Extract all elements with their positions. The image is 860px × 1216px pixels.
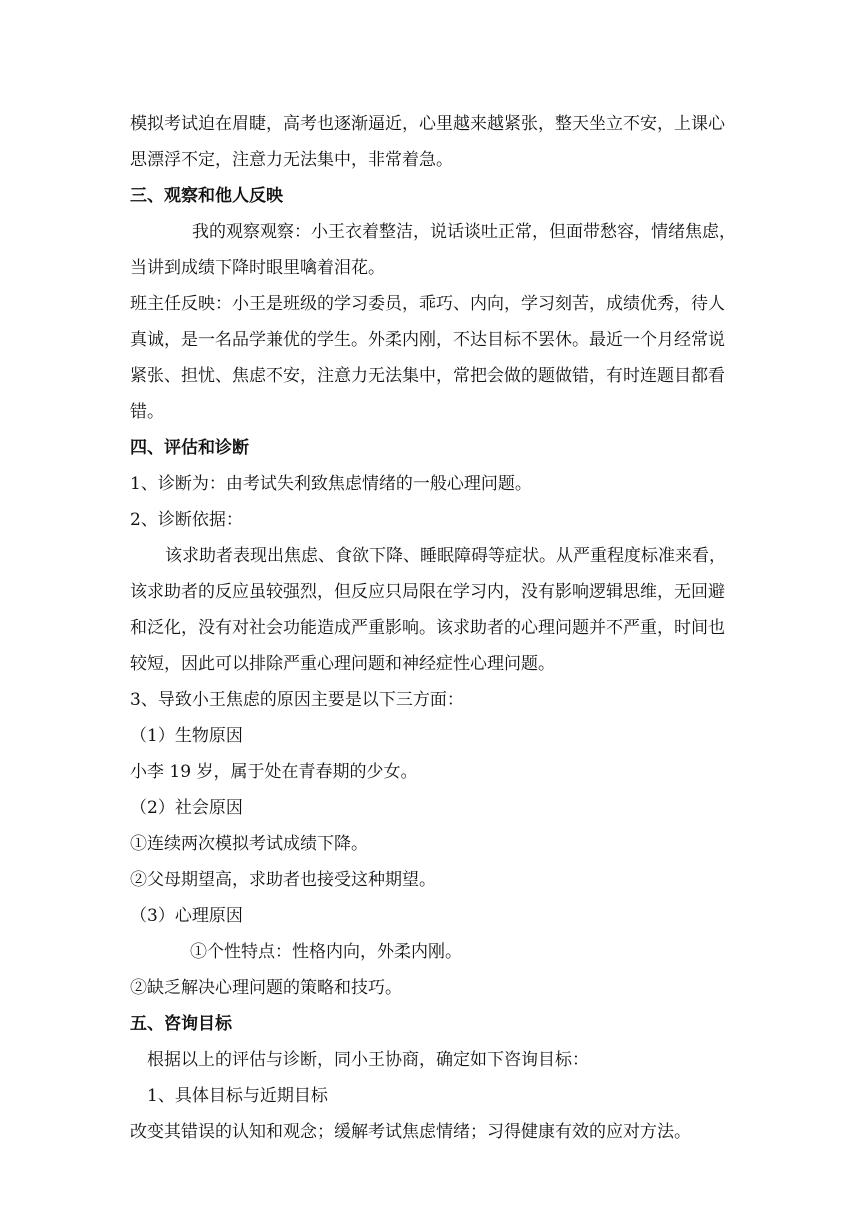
list-item: ②缺乏解决心理问题的策略和技巧。 [130, 978, 402, 998]
section-heading-4: 四、评估和诊断 [130, 438, 249, 458]
paragraph-line: 思漂浮不定，注意力无法集中，非常着急。 [130, 150, 453, 170]
paragraph-line: 较短，因此可以排除严重心理问题和神经症性心理问题。 [130, 654, 555, 674]
list-heading: （2）社会原因 [130, 798, 243, 818]
paragraph-line: 改变其错误的认知和观念；缓解考试焦虑情绪；习得健康有效的应对方法。 [130, 1122, 691, 1142]
paragraph-line: 班主任反映：小王是班级的学习委员，乖巧、内向，学习刻苦，成绩优秀，待人 [130, 294, 725, 314]
paragraph-line: 根据以上的评估与诊断，同小王协商，确定如下咨询目标： [147, 1050, 589, 1070]
paragraph-line: 真诚，是一名品学兼优的学生。外柔内刚，不达目标不罢休。最近一个月经常说 [130, 330, 725, 350]
list-item: ①个性特点：性格内向，外柔内刚。 [190, 942, 462, 962]
paragraph-line: 错。 [130, 402, 164, 422]
paragraph-line: 和泛化，没有对社会功能造成严重影响。该求助者的心理问题并不严重，时间也 [130, 618, 725, 638]
list-item: ①连续两次模拟考试成绩下降。 [130, 834, 368, 854]
section-heading-3: 三、观察和他人反映 [130, 186, 283, 206]
paragraph-line: 1、诊断为：由考试失利致焦虑情绪的一般心理问题。 [130, 474, 532, 494]
paragraph-line: 紧张、担忧、焦虑不安，注意力无法集中，常把会做的题做错，有时连题目都看 [130, 366, 725, 386]
paragraph-line: 2、诊断依据： [130, 510, 243, 530]
list-heading: （3）心理原因 [130, 906, 243, 926]
paragraph-line: 当讲到成绩下降时眼里噙着泪花。 [130, 258, 385, 278]
paragraph-line: 3、导致小王焦虑的原因主要是以下三方面： [130, 690, 464, 710]
paragraph-line: 该求助者表现出焦虑、食欲下降、睡眠障碍等症状。从严重程度标准来看， [165, 546, 726, 566]
paragraph-line: 我的观察观察：小王衣着整洁，说话谈吐正常，但面带愁容，情绪焦虑， [192, 222, 736, 242]
paragraph-line: 小李 19 岁，属于处在青春期的少女。 [130, 762, 418, 782]
list-heading: 1、具体目标与近期目标 [147, 1086, 328, 1106]
list-heading: （1）生物原因 [130, 726, 243, 746]
paragraph-line: 该求助者的反应虽较强烈，但反应只局限在学习内，没有影响逻辑思维，无回避 [130, 582, 725, 602]
list-item: ②父母期望高，求助者也接受这种期望。 [130, 870, 436, 890]
section-heading-5: 五、咨询目标 [130, 1014, 232, 1034]
paragraph-line: 模拟考试迫在眉睫，高考也逐渐逼近，心里越来越紧张，整天坐立不安，上课心 [130, 114, 725, 134]
